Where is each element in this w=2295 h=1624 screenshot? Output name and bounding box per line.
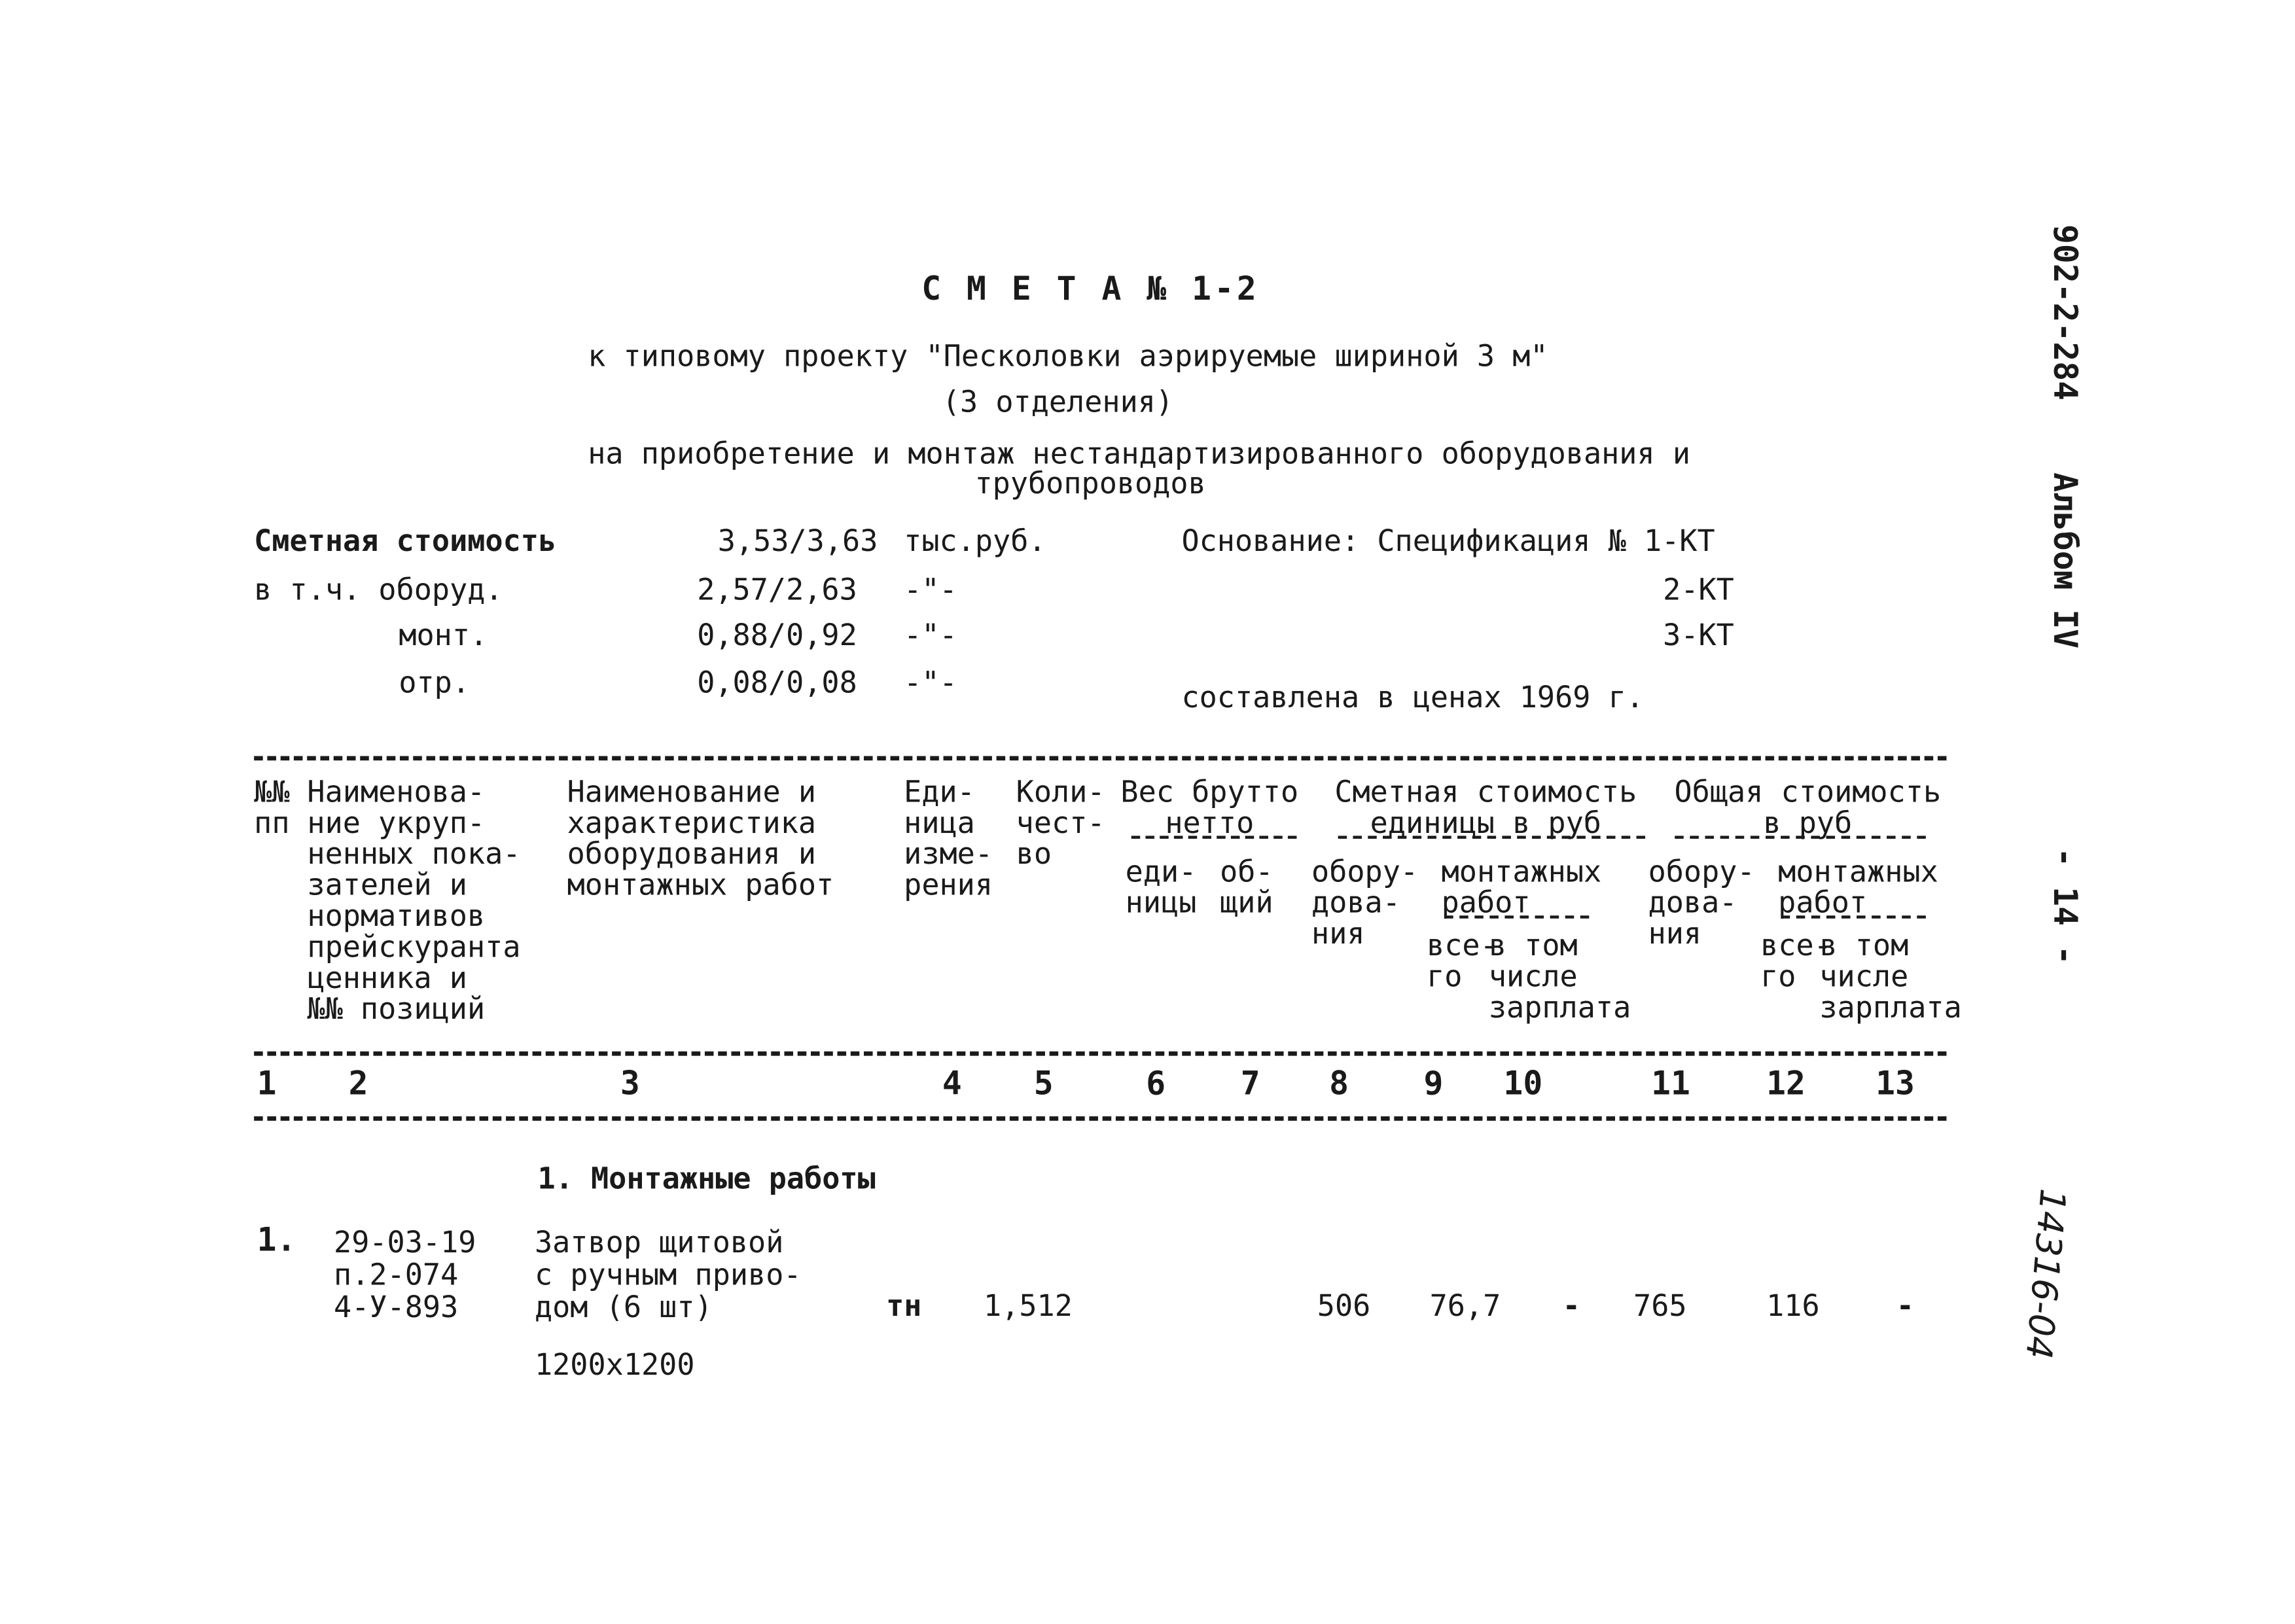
total-equip-header: обору- дова- ния — [1648, 853, 1755, 951]
otr-label: отр. — [399, 664, 471, 700]
col-num-5: 5 — [1033, 1066, 1054, 1103]
unit-cost-rule — [1338, 836, 1645, 839]
col-num-12: 12 — [1766, 1066, 1806, 1103]
header-bottom-rule — [254, 1116, 1946, 1121]
row-number: 1. — [257, 1222, 296, 1260]
row-code: 29-03-19 п.2-074 4-У-893 — [334, 1224, 476, 1325]
purpose-line-2: трубопроводов — [974, 465, 1206, 501]
col-num-9: 9 — [1423, 1066, 1444, 1103]
unit-mont-rule — [1444, 915, 1589, 919]
row-unit-equip: 506 — [1317, 1287, 1371, 1324]
col2-header: Наименова- ние укруп- ненных пока- зателей и нормативов прейскуранта ценника и №№ позиций — [307, 773, 521, 1027]
total-mont-header: монтажных работ — [1778, 853, 1938, 920]
cost-label: Сметная стоимость — [254, 522, 557, 559]
header-mid-rule — [254, 1051, 1946, 1056]
weight-unit-header: еди- ницы — [1125, 853, 1197, 920]
unit-mont-wage-header: в том числе зарплата — [1488, 927, 1631, 1025]
mont-label: монт. — [399, 617, 488, 653]
project-line: к типовому проекту "Песколовки аэрируемые шириной 3 м" — [588, 338, 1548, 374]
equip-unit: -"- — [904, 571, 957, 607]
col4-header: Еди- ница изме- рения — [904, 773, 993, 902]
basis-3: 3-КТ — [1663, 617, 1734, 653]
weight-rule — [1131, 836, 1297, 839]
col1-header: №№ пп — [254, 773, 290, 841]
row-unit: тн — [886, 1287, 922, 1324]
col-num-4: 4 — [942, 1066, 962, 1103]
total-mont-total-header: все- го — [1760, 927, 1832, 994]
total-mont-rule — [1781, 915, 1926, 919]
section-title: 1. Монтажные работы — [537, 1160, 876, 1197]
equip-label: в т.ч. оборуд. — [254, 571, 503, 607]
equip-value: 2,57/2,63 — [697, 571, 857, 607]
header-top-rule — [254, 756, 1946, 760]
unit-equip-header: обору- дова- ния — [1311, 853, 1419, 951]
otr-unit: -"- — [904, 664, 957, 700]
estimate-title: С М Е Т А № 1-2 — [921, 272, 1260, 309]
weight-header: Вес брутто нетто — [1120, 773, 1299, 841]
mont-unit: -"- — [904, 617, 957, 653]
row-qty: 1,512 — [984, 1287, 1073, 1324]
basis-2: 2-КТ — [1663, 571, 1734, 607]
unit-mont-header: монтажных работ — [1441, 853, 1602, 920]
col-num-7: 7 — [1240, 1066, 1260, 1103]
series-number: 902-2-284 — [2045, 224, 2083, 401]
unit-cost-header: Сметная стоимость единицы в руб — [1334, 773, 1637, 841]
unit-mont-total-header: все- го — [1427, 927, 1498, 994]
otr-value: 0,08/0,08 — [697, 664, 857, 700]
row-unit-wage: - — [1562, 1287, 1580, 1324]
prices-note: составлена в ценах 1969 г. — [1181, 679, 1644, 715]
departments-line: (3 отделения) — [942, 383, 1174, 419]
total-cost-header: Общая стоимость в руб — [1674, 773, 1942, 841]
col-num-10: 10 — [1503, 1066, 1543, 1103]
row-total-equip: 765 — [1633, 1287, 1687, 1324]
col-num-6: 6 — [1146, 1066, 1166, 1103]
col-num-3: 3 — [620, 1066, 640, 1103]
total-mont-wage-header: в том числе зарплата — [1819, 927, 1962, 1025]
cost-value: 3,53/3,63 — [717, 522, 878, 559]
col-num-8: 8 — [1329, 1066, 1349, 1103]
album-label: Альбом IV — [2045, 472, 2083, 649]
row-name: Затвор щитовой с ручным приво- дом (6 шт) — [534, 1224, 802, 1325]
mont-value: 0,88/0,92 — [697, 617, 857, 653]
inventory-number: 14316-04 — [2017, 1187, 2074, 1361]
weight-total-header: об- щий — [1220, 853, 1273, 920]
col-num-2: 2 — [348, 1066, 368, 1103]
col5-header: Коли- чест- во — [1016, 773, 1105, 872]
row-size: 1200х1200 — [534, 1347, 695, 1383]
col3-header: Наименование и характеристика оборудования и монтажных работ — [567, 773, 834, 902]
cost-unit: тыс.руб. — [904, 522, 1046, 559]
col-num-1: 1 — [257, 1066, 277, 1103]
total-cost-rule — [1675, 836, 1926, 839]
col-num-11: 11 — [1651, 1066, 1690, 1103]
row-total-mont: 116 — [1766, 1287, 1820, 1324]
row-total-wage: - — [1896, 1287, 1914, 1324]
row-unit-mont: 76,7 — [1429, 1287, 1501, 1324]
purpose-line: на приобретение и монтаж нестандартизированного оборудования и — [588, 435, 1691, 471]
col-num-13: 13 — [1876, 1066, 1915, 1103]
page-number: - 14 - — [2045, 847, 2083, 965]
basis-label: Основание: Спецификация № 1-КТ — [1181, 522, 1715, 559]
